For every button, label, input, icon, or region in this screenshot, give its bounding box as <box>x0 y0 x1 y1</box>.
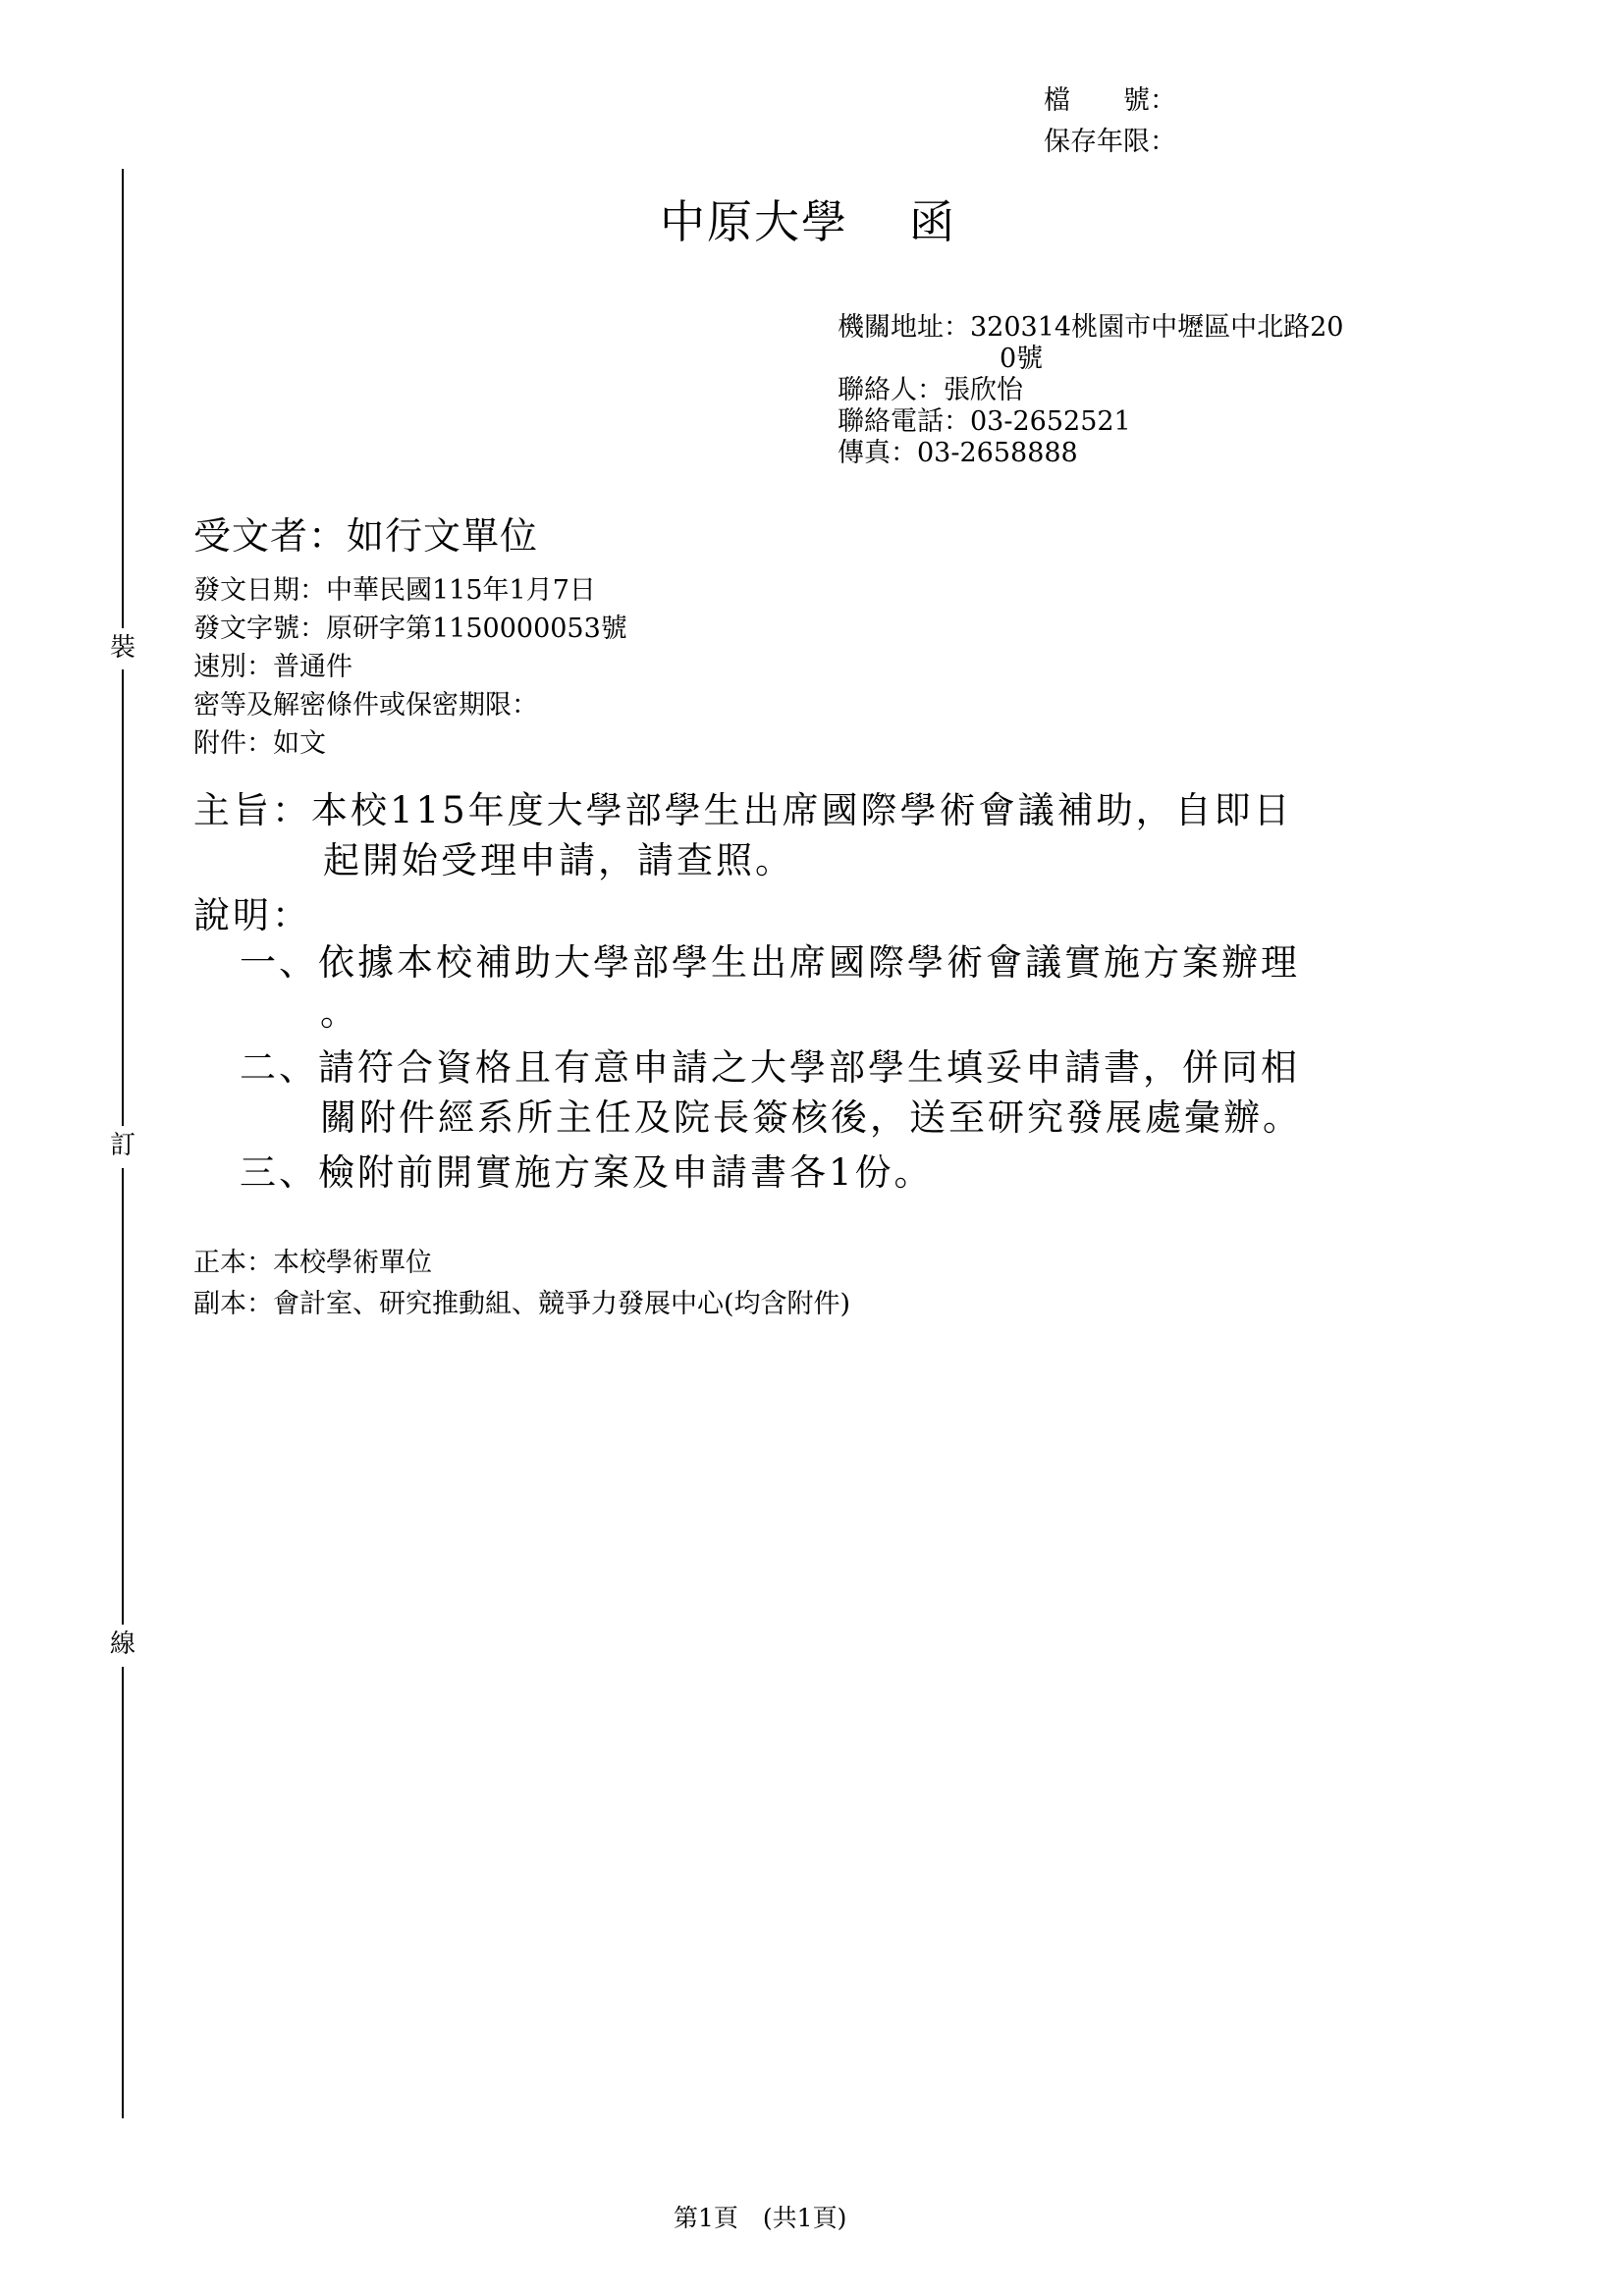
cut-label: 線 <box>110 1629 136 1659</box>
explanation-label: 說明： <box>193 894 311 936</box>
item-line2: 。 <box>320 991 359 1034</box>
binding-line-top <box>122 169 124 628</box>
binding-line-upper-mid <box>122 669 124 1126</box>
document-title <box>660 187 956 251</box>
document-meta <box>193 571 627 763</box>
recipient: 受文者：如行文單位 <box>193 514 539 558</box>
subject-line2: 起開始受理申請，請查照。 <box>323 839 794 881</box>
security-level: 密等及解密條件或保密期限： <box>193 690 538 721</box>
bind-label: 裝 <box>110 633 136 663</box>
file-number-label: 檔 號： <box>1044 85 1176 116</box>
binding-line-bottom <box>122 1667 124 2118</box>
doc-number: 發文字號：原研字第1150000053號 <box>193 614 627 644</box>
item-line1: 二、請符合資格且有意申請之大學部學生填妥申請書，併同相 <box>240 1046 1300 1089</box>
distribution-copies <box>193 1243 850 1325</box>
explanation-items <box>240 937 1302 1202</box>
item-line2: 關附件經系所主任及院長簽核後，送至研究發展處彙辦。 <box>320 1096 1302 1139</box>
contact-person: 聯絡人：張欣怡 <box>838 375 1023 405</box>
file-info <box>1044 80 1176 163</box>
issue-date: 發文日期：中華民國115年1月7日 <box>193 575 596 606</box>
doc-type: 函 <box>909 195 956 248</box>
staple-label: 訂 <box>110 1131 136 1160</box>
retention-label: 保存年限： <box>1044 127 1176 157</box>
contact-phone: 聯絡電話：03-2652521 <box>838 406 1131 437</box>
explanation-item <box>240 937 1302 1038</box>
address-line1: 機關地址：320314桃園市中壢區中北路20 <box>838 312 1344 343</box>
binding-line-lower-mid <box>122 1168 124 1625</box>
subject <box>193 785 1293 885</box>
item-line1: 三、檢附前開實施方案及申請書各1份。 <box>240 1151 934 1194</box>
original-recipients: 正本：本校學術單位 <box>193 1248 432 1278</box>
page-footer: 第1頁 (共1頁) <box>674 2204 847 2232</box>
contact-block <box>838 312 1343 469</box>
speed-type: 速別：普通件 <box>193 652 352 682</box>
explanation-item <box>240 1042 1302 1143</box>
contact-fax: 傳真：03-2658888 <box>838 438 1078 468</box>
explanation-item <box>240 1148 1302 1198</box>
item-line1: 一、依據本校補助大學部學生出席國際學術會議實施方案辦理 <box>240 941 1300 984</box>
org-name: 中原大學 <box>660 195 848 248</box>
duplicate-recipients: 副本：會計室、研究推動組、競爭力發展中心(均含附件) <box>193 1289 851 1319</box>
attachment-info: 附件：如文 <box>193 728 326 759</box>
subject-line1: 主旨：本校115年度大學部學生出席國際學術會議補助，自即日 <box>193 789 1293 831</box>
address-line2: 0號 <box>1000 344 1044 374</box>
